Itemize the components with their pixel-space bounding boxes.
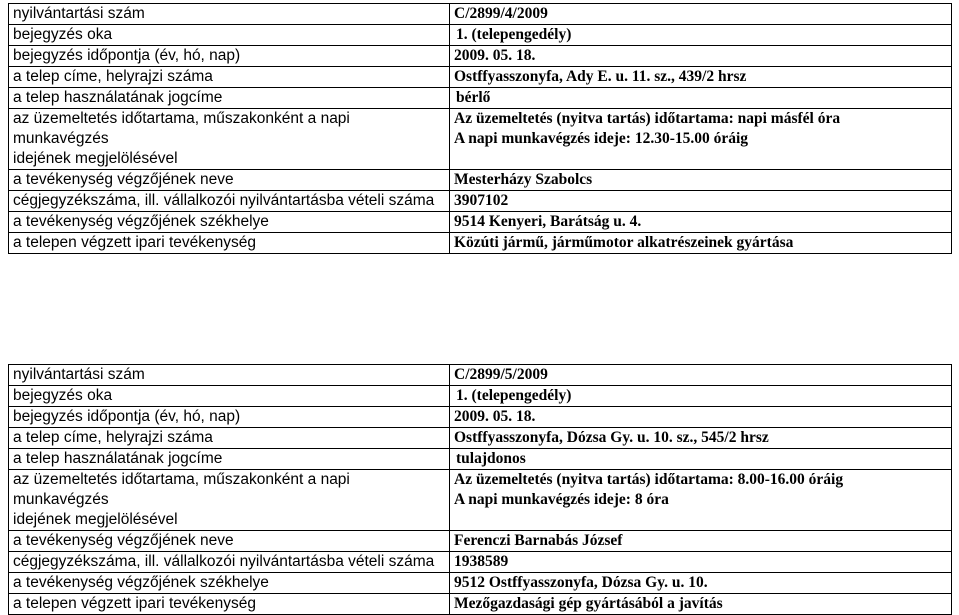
field-value: [450, 470, 952, 531]
field-value: [450, 449, 952, 470]
field-value: [450, 365, 952, 386]
record-row: [9, 449, 952, 470]
record-row: [9, 552, 952, 573]
field-value: [450, 88, 952, 109]
field-value: [450, 594, 952, 615]
field-label: [9, 170, 450, 191]
field-label-line: idejének megjelölésével: [13, 511, 178, 528]
field-value: [450, 233, 952, 254]
field-value-line: tulajdonos: [456, 450, 526, 467]
record-row: [9, 88, 952, 109]
record-table-1: [8, 3, 952, 254]
field-label-line: a telep címe, helyrajzi száma: [13, 68, 213, 85]
field-value: [450, 386, 952, 407]
record-row: [9, 233, 952, 254]
record-row: [9, 407, 952, 428]
field-value-line: Ferenczi Barnabás József: [454, 532, 623, 549]
field-label-line: a telep címe, helyrajzi száma: [13, 429, 213, 446]
field-value-line: bérlő: [456, 89, 491, 106]
field-label-line: cégjegyzékszáma, ill. vállalkozói nyilvántartásba vételi száma: [13, 192, 435, 209]
field-label-line: bejegyzés oka: [13, 26, 113, 43]
field-value: [450, 4, 952, 25]
field-label-line: idejének megjelölésével: [13, 150, 178, 167]
field-label-line: cégjegyzékszáma, ill. vállalkozói nyilvántartásba vételi száma: [13, 553, 435, 570]
field-label: [9, 386, 450, 407]
field-label-line: bejegyzés oka: [13, 387, 113, 404]
field-value-line: Mezőgazdasági gép gyártásából a javítás: [454, 595, 723, 612]
field-label: [9, 531, 450, 552]
field-label: [9, 552, 450, 573]
field-label: [9, 109, 450, 170]
field-label-line: nyilvántartási szám: [13, 366, 145, 383]
field-value: [450, 46, 952, 67]
field-label: [9, 594, 450, 615]
field-label: [9, 233, 450, 254]
field-value-line: 1938589: [454, 553, 509, 570]
field-value-line: A napi munkavégzés ideje: 12.30-15.00 óráig: [454, 130, 749, 147]
field-label-line: a tevékenység végzőjének székhelye: [13, 213, 269, 230]
field-label-line: az üzemeltetés időtartama, műszakonként a napi munkavégzés: [13, 471, 350, 508]
field-label-line: nyilvántartási szám: [13, 5, 145, 22]
field-value-line: 2009. 05. 18.: [454, 408, 536, 425]
record-row: [9, 4, 952, 25]
field-value-line: C/2899/5/2009: [454, 366, 548, 383]
field-value-line: 1. (telepengedély): [456, 26, 572, 43]
field-label: [9, 191, 450, 212]
record-row: [9, 365, 952, 386]
field-value: [450, 573, 952, 594]
record-row: [9, 531, 952, 552]
field-value-line: Mesterházy Szabolcs: [454, 171, 593, 188]
field-value: [450, 191, 952, 212]
field-value: [450, 25, 952, 46]
record-row: [9, 46, 952, 67]
field-label: [9, 46, 450, 67]
field-value: [450, 170, 952, 191]
field-value-line: Közúti jármű, járműmotor alkatrészeinek gyártása: [454, 234, 794, 251]
record-row: [9, 170, 952, 191]
field-value: [450, 212, 952, 233]
field-label-line: bejegyzés időpontja (év, hó, nap): [13, 408, 241, 425]
field-value: [450, 531, 952, 552]
field-value: [450, 428, 952, 449]
field-value: [450, 67, 952, 88]
field-label-line: az üzemeltetés időtartama, műszakonként a napi munkavégzés: [13, 110, 350, 147]
record-row: [9, 594, 952, 615]
field-label: [9, 4, 450, 25]
record-row: [9, 191, 952, 212]
field-value-line: Az üzemeltetés (nyitva tartás) időtartama: napi másfél óra: [454, 110, 841, 127]
field-value-line: C/2899/4/2009: [454, 5, 548, 22]
field-label: [9, 573, 450, 594]
field-label-line: a telepen végzett ipari tevékenység: [13, 234, 256, 251]
field-label: [9, 428, 450, 449]
field-value-line: Ostffyasszonyfa, Dózsa Gy. u. 10. sz., 545/2 hrsz: [454, 429, 769, 446]
field-label-line: a telep használatának jogcíme: [13, 89, 223, 106]
field-label: [9, 407, 450, 428]
field-label: [9, 449, 450, 470]
field-value-line: 2009. 05. 18.: [454, 47, 536, 64]
record-row: [9, 386, 952, 407]
field-label-line: a tevékenység végzőjének neve: [13, 532, 234, 549]
record-row: [9, 67, 952, 88]
field-label: [9, 470, 450, 531]
field-value: [450, 109, 952, 170]
record-row: [9, 428, 952, 449]
field-label: [9, 88, 450, 109]
record-table-2: [8, 364, 952, 615]
record-row: [9, 470, 952, 531]
field-value-line: Ostffyasszonyfa, Ady E. u. 11. sz., 439/2 hrsz: [454, 68, 747, 85]
field-value-line: 9512 Ostffyasszonyfa, Dózsa Gy. u. 10.: [454, 574, 708, 591]
record-row: [9, 573, 952, 594]
field-value-line: Az üzemeltetés (nyitva tartás) időtartama: 8.00-16.00 óráig: [454, 471, 844, 488]
field-value: [450, 407, 952, 428]
record-row: [9, 109, 952, 170]
record-row: [9, 212, 952, 233]
field-value-line: 9514 Kenyeri, Barátság u. 4.: [454, 213, 642, 230]
field-value: [450, 552, 952, 573]
field-value-line: 3907102: [454, 192, 509, 209]
field-label-line: a telep használatának jogcíme: [13, 450, 223, 467]
field-label-line: a telepen végzett ipari tevékenység: [13, 595, 256, 612]
field-label-line: a tevékenység végzőjének székhelye: [13, 574, 269, 591]
field-label-line: a tevékenység végzőjének neve: [13, 171, 234, 188]
field-label: [9, 212, 450, 233]
field-label: [9, 67, 450, 88]
record-row: [9, 25, 952, 46]
field-value-line: A napi munkavégzés ideje: 8 óra: [454, 491, 669, 508]
field-value-line: 1. (telepengedély): [456, 387, 572, 404]
field-label: [9, 25, 450, 46]
field-label: [9, 365, 450, 386]
field-label-line: bejegyzés időpontja (év, hó, nap): [13, 47, 241, 64]
